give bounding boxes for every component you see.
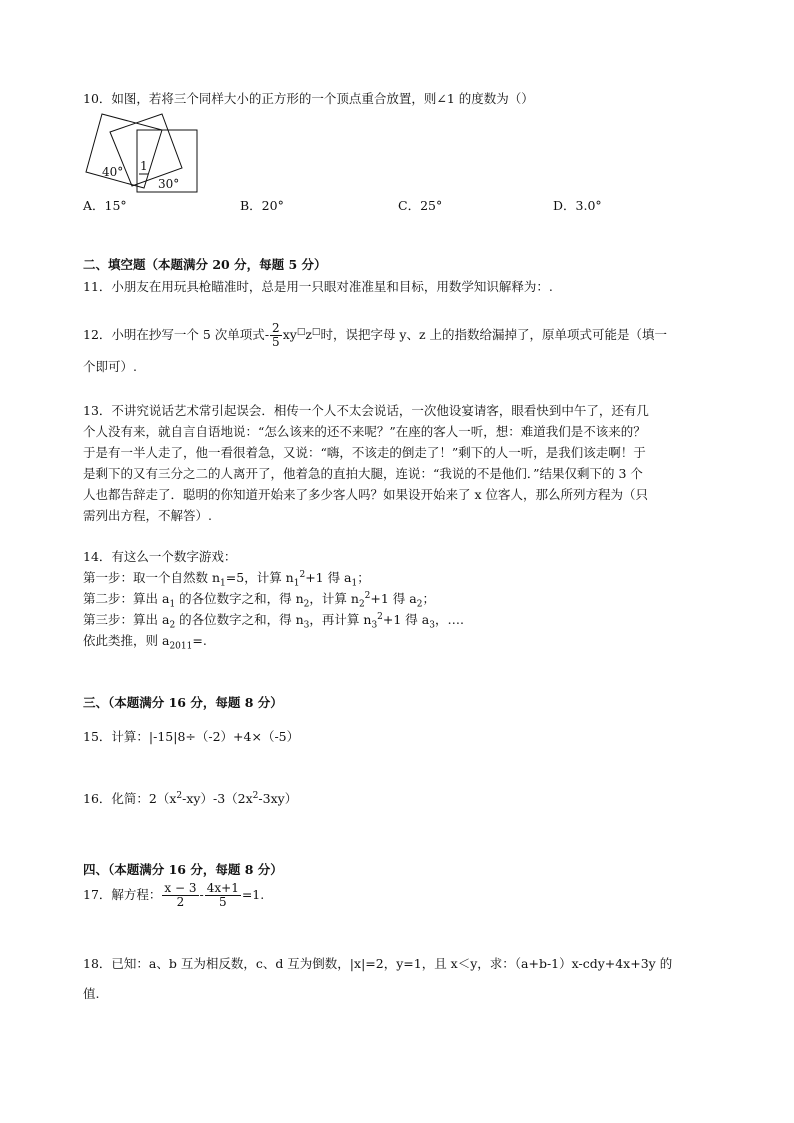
s2-a: 第二步：算出 a	[83, 591, 170, 606]
s1-a: 第一步：取一个自然数 n	[83, 570, 221, 585]
question-12-line-1	[83, 322, 667, 349]
s2-sup: 2	[364, 590, 371, 601]
q17-num-2: 4x+1	[206, 881, 239, 895]
s3-sub-3: 3	[371, 620, 378, 631]
option-a: A．15°	[83, 198, 127, 213]
s2-d: +1 得 a	[370, 591, 417, 606]
s1-sup: 2	[299, 569, 306, 580]
three-squares-figure	[82, 110, 202, 194]
s3-sub-4: 3	[429, 620, 435, 631]
q17-den-2: 5	[218, 895, 227, 909]
s1-sub-1: 1	[220, 578, 226, 589]
q17-suffix: =1.	[241, 887, 265, 902]
question-14-intro: 14．有这么一个数字游戏：	[83, 549, 237, 564]
angle-1-label: 1	[140, 159, 148, 173]
q17-den-1: 2	[176, 895, 185, 909]
q12-z: z	[305, 327, 312, 342]
section-3-title: 三、（本题满分 16 分，每题 8 分）	[83, 695, 283, 710]
question-13-line-5: 人也都告辞走了．聪明的你知道开始来了多少客人吗？如果设开始来了 x 位客人，那么所列方程为（只	[83, 487, 648, 502]
s2-e: ；	[422, 591, 435, 606]
s1-sub-2: 1	[293, 578, 300, 589]
q12-minus: -	[264, 327, 270, 342]
question-10-text: 10．如图，若将三个同样大小的正方形的一个顶点重合放置，则∠1 的度数为（）	[83, 91, 534, 106]
last-sub: 2011	[169, 641, 193, 652]
question-13-line-3: 于是有一半人走了，他一看很着急，又说：“嗨，不该走的倒走了！”剩下的人一听，是我们该走啊！于	[83, 445, 646, 460]
q12-prefix: 12．小明在抄写一个 5 次单项式	[83, 327, 265, 342]
option-c: C．25°	[398, 198, 443, 213]
section-4-title: 四、（本题满分 16 分，每题 8 分）	[83, 862, 283, 877]
square-left	[86, 114, 162, 188]
section-2-title: 二、填空题（本题满分 20 分，每题 5 分）	[83, 257, 327, 272]
s3-a: 第三步：算出 a	[83, 612, 170, 627]
option-d: D．3.0°	[553, 198, 602, 213]
q12-xy: xy	[282, 327, 297, 342]
angle-30-label: 30°	[158, 177, 180, 191]
q16-c: -3xy）	[258, 791, 298, 806]
s3-sup: 2	[377, 611, 383, 622]
q17-prefix: 17．解方程：	[83, 887, 162, 902]
option-b: B．20°	[240, 198, 284, 213]
s2-sub-4: 2	[416, 599, 423, 610]
q17-minus: -	[199, 887, 204, 902]
question-14-step-3	[83, 611, 464, 629]
s1-d: ；	[357, 570, 370, 585]
s3-sub-2: 3	[303, 620, 310, 631]
q16-sup-2: 2	[252, 790, 259, 801]
question-13-line-2: 个人没有来，就自言自语地说：“怎么该来的还不来呢？”在座的客人一听，想：难道我们是不该来的？	[83, 424, 646, 439]
question-11-text: 11．小朋友在用玩具枪瞄准时，总是用一只眼对准准星和目标，用数学知识解释为：.	[83, 279, 553, 294]
question-13-line-6: 需列出方程，不解答）.	[83, 508, 212, 523]
last-b: =.	[192, 633, 207, 648]
question-12-line-2: 个即可）.	[83, 359, 137, 374]
q12-box-2: □	[311, 326, 321, 337]
q12-frac-den: 5	[272, 335, 280, 349]
q12-box-1: □	[296, 326, 306, 337]
question-13-line-4: 是剩下的又有三分之二的人离开了，他着急的直拍大腿，连说：“我说的不是他们．”结果仅剩下的 3 个	[83, 466, 643, 481]
question-18-line-2: 值.	[83, 986, 100, 1001]
s3-c: ，再计算 n	[309, 612, 372, 627]
s1-b: =5，计算 n	[225, 570, 294, 585]
question-18-line-1: 18．已知：a、b 互为相反数，c、d 互为倒数，|x|=2，y=1，且 x＜y，求：（a+b-1）x-cdy+4x+3y 的	[83, 956, 673, 971]
s3-b: 的各位数字之和，得 n	[175, 612, 304, 627]
q17-fraction-2	[205, 882, 241, 909]
s2-sub-3: 2	[358, 599, 365, 610]
question-17-text	[83, 882, 264, 909]
q17-num-1: x − 3	[164, 881, 197, 895]
s2-c: ，计算 n	[309, 591, 359, 606]
s3-sub-1: 2	[169, 620, 176, 631]
question-13-line-1: 13．不讲究说话艺术常引起误会．相传一个人不太会说话，一次他设宴请客，眼看快到中午了，还有几	[83, 403, 649, 418]
question-14-step-2	[83, 590, 435, 608]
angle-40-label: 40°	[102, 165, 124, 179]
s2-b: 的各位数字之和，得 n	[175, 591, 304, 606]
q16-sup-1: 2	[176, 790, 183, 801]
q12-frac-num: 2	[272, 321, 280, 335]
s1-sub-3: 1	[351, 578, 358, 589]
last-a: 依此类推，则 a	[83, 633, 170, 648]
question-15-text: 15．计算：|-15|8÷（-2）+4×（-5）	[83, 729, 300, 744]
s2-sub-2: 2	[303, 599, 310, 610]
q17-fraction-1	[162, 882, 198, 909]
q16-a: 16．化简：2（x	[83, 791, 177, 806]
q12-fraction	[270, 322, 282, 349]
s1-c: +1 得 a	[305, 570, 352, 585]
q16-b: -xy）-3（2x	[182, 791, 253, 806]
s3-e: ，….	[434, 612, 464, 627]
question-14-conclusion	[83, 632, 207, 650]
question-16-text	[83, 790, 297, 808]
s3-d: +1 得 a	[382, 612, 430, 627]
question-14-step-1	[83, 569, 370, 587]
s2-sub-1: 1	[169, 599, 176, 610]
q12-suffix: 时，误把字母 y、z 上的指数给漏掉了，原单项式可能是（填一	[320, 327, 668, 342]
